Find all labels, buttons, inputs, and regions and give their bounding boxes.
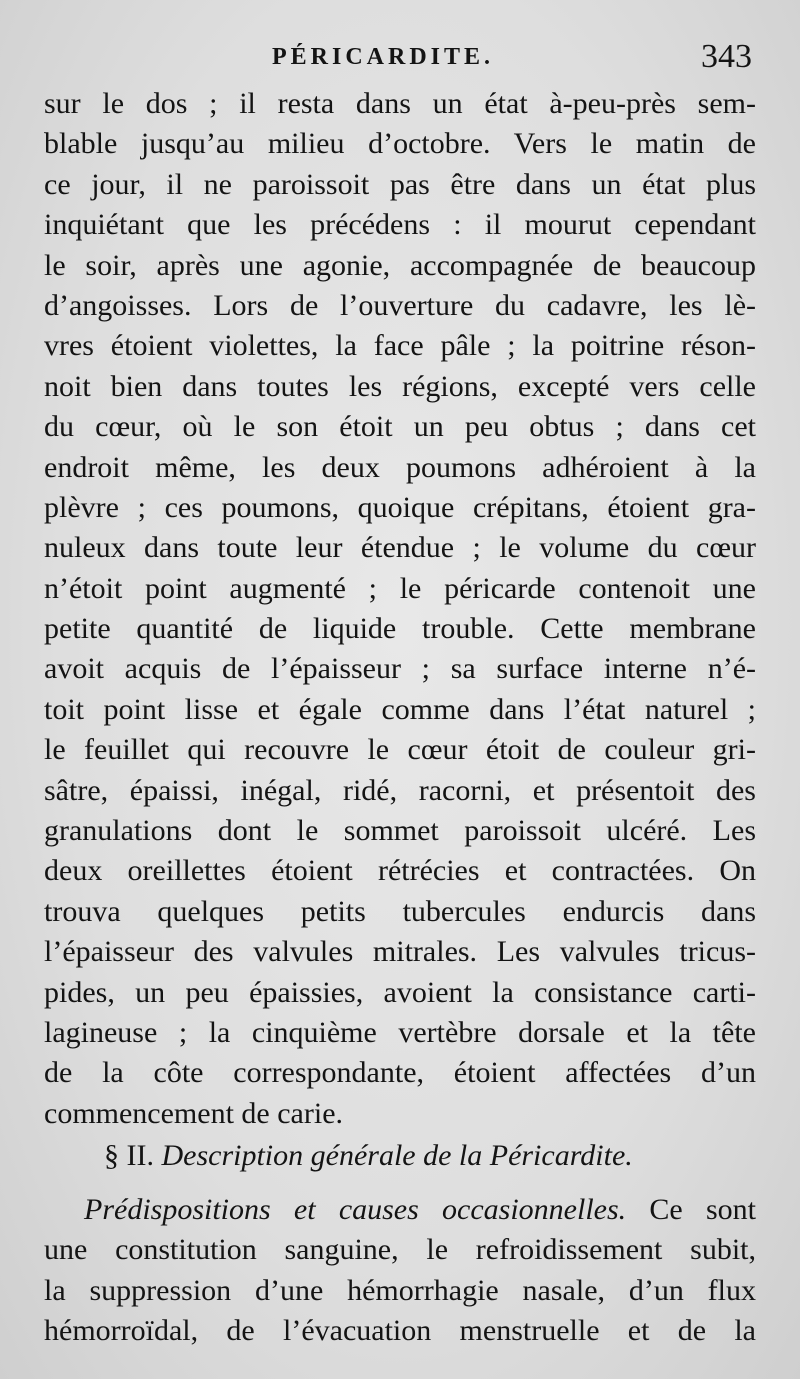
text-line: sur le dos ; il resta dans un état à-peu-près sem- (44, 87, 756, 120)
text-line: nuleux dans toute leur étendue ; le volume du cœur (44, 531, 756, 565)
text-line: trouva quelques petits tubercules endurcis dans (44, 894, 756, 928)
text-line: inquiétant que les précédens : il mourut cependant (44, 208, 756, 242)
text-line: ce jour, il ne paroissoit pas être dans un état plus (44, 167, 756, 201)
causes-paragraph (44, 1190, 756, 1352)
page-header (0, 38, 800, 88)
text-line: du cœur, où le son étoit un peu obtus ; dans cet (44, 410, 756, 444)
text-line: n’étoit point augmenté ; le péricarde contenoit une (44, 571, 756, 605)
text-line: commencement de carie. (44, 1096, 344, 1130)
page-number: 343 (701, 38, 752, 75)
paragraph-lead: Prédispositions et causes occasionnelles. (84, 1193, 627, 1226)
text-line: vres étoient violettes, la face pâle ; la poitrine réson- (44, 329, 756, 363)
text-line: d’angoisses. Lors de l’ouverture du cadavre, les lè- (44, 288, 756, 322)
text-line: pides, un peu épaissies, avoient la consistance carti- (44, 975, 756, 1009)
text-line: toit point lisse et égale comme dans l’état naturel ; (44, 692, 756, 726)
text-span: Ce sont (626, 1193, 756, 1226)
text-line: noit bien dans toutes les régions, excepté vers celle (44, 369, 756, 403)
text-line: endroit même, les deux poumons adhéroient à la (44, 450, 756, 484)
text-line: blable jusqu’au milieu d’octobre. Vers le matin de (44, 127, 756, 161)
text-line: la suppression d’une hémorrhagie nasale, d’un flux (44, 1273, 756, 1307)
text-line: deux oreillettes étoient rétrécies et contractées. On (44, 854, 756, 888)
case-paragraph (44, 84, 756, 1134)
running-head: PÉRICARDITE. (272, 44, 495, 70)
section-heading (44, 1134, 756, 1178)
section-title: Description générale de la Péricardite. (161, 1139, 633, 1172)
text-line: lagineuse ; la cinquième vertèbre dorsale et la tête (44, 1015, 756, 1049)
text-line (44, 1190, 756, 1230)
text-line: avoit acquis de l’épaisseur ; sa surface interne n’é- (44, 652, 756, 686)
text-line: sâtre, épaissi, inégal, ridé, racorni, et présentoit des (44, 773, 756, 807)
text-line: de la côte correspondante, étoient affectées d’un (44, 1056, 756, 1090)
text-line: plèvre ; ces poumons, quoique crépitans, étoient gra- (44, 490, 756, 524)
text-line: hémorroïdal, de l’évacuation menstruelle et de la (44, 1314, 756, 1348)
text-line: le feuillet qui recouvre le cœur étoit de couleur gri- (44, 733, 756, 767)
text-line: une constitution sanguine, le refroidissement subit, (44, 1233, 756, 1267)
text-line: le soir, après une agonie, accompagnée de beaucoup (44, 248, 756, 282)
text-line: petite quantité de liquide trouble. Cette membrane (44, 612, 756, 646)
section-number: § II. (104, 1139, 154, 1172)
text-line: l’épaisseur des valvules mitrales. Les valvules tricus- (44, 935, 756, 969)
text-line: granulations dont le sommet paroissoit ulcéré. Les (44, 814, 756, 848)
